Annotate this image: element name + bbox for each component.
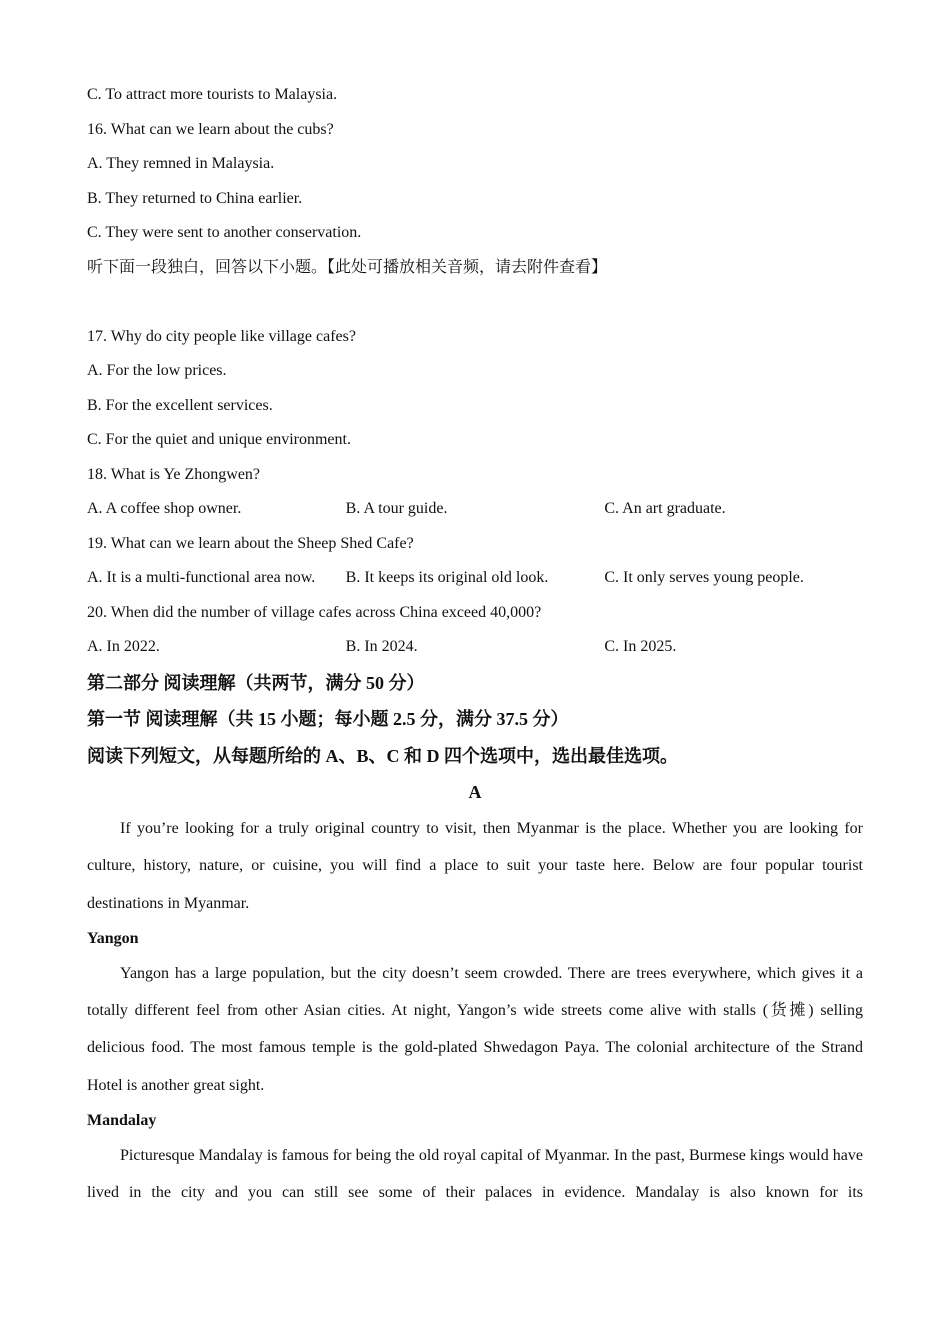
q15-option-c: C. To attract more tourists to Malaysia.	[87, 86, 338, 103]
q18-option-c: C. An art graduate.	[604, 500, 726, 517]
q18-option-a: A. A coffee shop owner.	[87, 500, 242, 517]
q20-option-c: C. In 2025.	[604, 638, 677, 655]
yangon-paragraph: Yangon has a large population, but the city doesn’t seem crowded. There are trees everywhere, which gives it a totally different feel from other Asian cities. At night, Yangon’s wide streets come alive with stalls (货摊) selling delicious food. The most famous temple is the gold-plated Shwedagon Paya. The colonial architecture of the Strand Hotel is another great sight.	[87, 964, 863, 1094]
q18-question: 18. What is Ye Zhongwen?	[87, 465, 261, 483]
yangon-heading: Yangon	[87, 929, 139, 947]
q17-option-c: C. For the quiet and unique environment.	[87, 431, 351, 448]
q19-option-b: B. It keeps its original old look.	[345, 569, 549, 586]
q20-option-a: A. In 2022.	[87, 638, 160, 655]
exam-page	[87, 78, 863, 1212]
q16-option-a: A. They remned in Malaysia.	[87, 155, 275, 172]
q18-option-b: B. A tour guide.	[345, 500, 448, 517]
intro-paragraph: If you’re looking for a truly original country to visit, then Myanmar is the place. Whether you are looking for culture, history, nature, or cuisine, you will find a place to suit your taste here. Below are four popular tourist destinations in Myanmar.	[87, 820, 863, 912]
q19-question: 19. What can we learn about the Sheep Shed Cafe?	[87, 534, 414, 552]
q20-options	[87, 630, 863, 665]
monologue-instruction: 听下面一段独白，回答以下小题。【此处可播放相关音频，请去附件查看】	[87, 258, 608, 276]
q19-options	[87, 561, 863, 596]
mandalay-paragraph: Picturesque Mandalay is famous for being the old royal capital of Myanmar. In the past, Burmese kings would have lived in the city and you can still see some of their palaces in evidence. Mandalay is also known for its	[87, 1147, 863, 1202]
section-one-title: 第一节 阅读理解（共 15 小题；每小题 2.5 分，满分 37.5 分）	[87, 709, 569, 729]
q19-option-c: C. It only serves young people.	[604, 569, 804, 586]
q18-options	[87, 492, 863, 527]
passage-label: A	[468, 782, 482, 802]
part-two-title: 第二部分 阅读理解（共两节，满分 50 分）	[87, 672, 425, 693]
q16-option-b: B. They returned to China earlier.	[87, 189, 303, 207]
blank-line	[87, 285, 863, 320]
q19-option-a: A. It is a multi-functional area now.	[87, 569, 316, 586]
q16-question: 16. What can we learn about the cubs?	[87, 120, 334, 138]
q16-option-c: C. They were sent to another conservation.	[87, 224, 362, 241]
q20-question: 20. When did the number of village cafes across China exceed 40,000?	[87, 603, 542, 621]
q20-option-b: B. In 2024.	[345, 638, 418, 655]
q17-option-b: B. For the excellent services.	[87, 396, 273, 414]
q17-option-a: A. For the low prices.	[87, 362, 227, 379]
q17-question: 17. Why do city people like village cafes?	[87, 327, 356, 345]
mandalay-heading: Mandalay	[87, 1112, 157, 1130]
reading-instruction: 阅读下列短文，从每题所给的 A、B、C 和 D 四个选项中，选出最佳选项。	[87, 745, 678, 766]
